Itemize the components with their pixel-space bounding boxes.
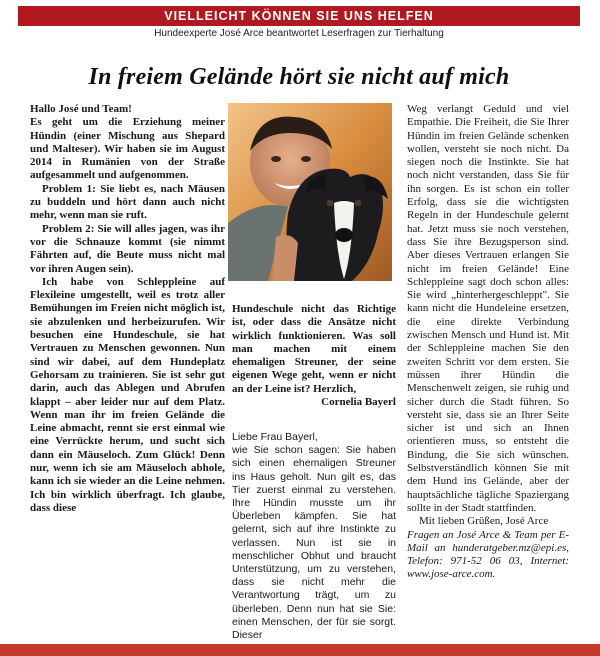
letter-signature: Cornelia Bayerl [321, 396, 396, 409]
expert-with-dog-photo [228, 103, 392, 281]
letter-paragraph: Ich habe von Schleppleine auf Flexileine umgestellt, weil es trotz aller Bemühungen im Freien nicht möglich ist, sie abzulenken und herbeizurufen. Wir besuchen eine Hundeschule, sie hat Vertrauen zu Menschen gewonnen. Nun sind wir dabei, auf dem Hundeplatz Gehorsam zu trainieren. Sie ist sehr gut darin, auch das Ablegen und Abrufen klappt – aber leider nur auf dem Platz. Wenn man ihr im freien Gelände die Leine abmacht, rennt sie erst einmal wie eine Verrückte herum, und sucht sich dann ein Mäuseloch. Zum Glück! Denn nur, wenn ich sie am Mäuseloch abhole, kann ich sie wieder an die Leine nehmen. Ich bin wirklich überfragt. Ich glaube, dass diese [30, 275, 225, 514]
answer-paragraph: wie Sie schon sagen: Sie haben sich einen ehemaligen Streuner ins Haus geholt. Nun gilt es, das Tier zuerst einmal zu verstehen. Ihre Hündin musste um ihr Überleben kämpfen. Sie hat gelernt, sich auf ihre Instinkte zu verlassen. Nun ist sie in menschlicher Obhut und braucht Unterstützung, um zu verstehen, dass sie nicht mehr die Verantwortung trägt, um zu überleben. Denn nun hat sie Sie: einen Menschen, der für sie sorgt. Dieser [232, 444, 396, 642]
letter-paragraph: Problem 1: Sie liebt es, nach Mäusen zu buddeln und hört dann auch nicht mehr, wenn man sie ruft. [30, 182, 225, 222]
letter-column-1 [30, 103, 225, 515]
article-page [18, 6, 580, 642]
answer-paragraph: Weg verlangt Geduld und viel Empathie. Die Freiheit, die Sie Ihrer Hündin im freien Gelände schenken wollen, versteht sie noch nicht. Da siegen noch die Instinkte. Sie hat noch nicht verstanden, dass Sie für ihn sorgen. Es ist schon ein toller Erfolg, dass sie die wichtigsten Regeln in der Hundeschule gelernt hat. Jetzt muss sie noch verstehen, dass Sie ihre Bezugsperson sind. Aber dieses Vertrauen erlangen Sie nicht im freien Gelände! Eine Schleppleine sagt doch schon alles: Sie wird „hinterhergeschleppt". Sie kann nicht die Hundeleine ersetzen, die eine direkte Verbindung zwischen Mensch und Hund ist. Mit der Schleppleine machen Sie den zweiten Schritt vor dem ersten. Sie müssen ihrer Hündin die Menschenwelt zeigen, sie ruhig und sicher durch die Stadt führen. So versteht sie, dass sie an Ihrer Seite sicher ist und sich an Ihnen orientieren muss, so entsteht die Bindung, die Sie sich wünschen. Selbstverständlich können Sie mit dem Hund ins Gelände, aber der hauptsächliche tägliche Spaziergang sollte in der Stadt stattfinden. [407, 103, 569, 514]
bottom-color-bar [0, 644, 600, 656]
photo-illustration [228, 103, 392, 281]
letter-closing: Hundeschule nicht das Richtige ist, oder dass die Ansätze nicht wirklich funktionieren. Was soll man machen mit einem ehemaligen Streuner, der seine eigenen Wege geht, wenn er nicht an der Leine ist? Herzlich, [232, 303, 396, 395]
section-subtitle: Hundeexperte José Arce beantwortet Leserfragen zur Tierhaltung [154, 28, 444, 39]
answer-signoff: Mit lieben Grüßen, José Arce [419, 515, 549, 528]
answer-column-2 [232, 431, 396, 642]
answer-column-3 [407, 103, 569, 582]
section-banner: VIELLEICHT KÖNNEN SIE UNS HELFEN [18, 6, 580, 26]
contact-footer: Fragen an José Arce & Team per E-Mail an hunderatgeber.mz@epi.es, Telefon: 971-52 06 03, Internet: www.jose-arce.com. [407, 528, 569, 581]
article-title: In freiem Gelände hört sie nicht auf mich [88, 64, 510, 90]
letter-paragraph: Problem 2: Sie will alles jagen, was ihr vor die Schnauze kommt (sie nimmt Fährten auf, die Beute muss nicht mal vor ihren Augen sein). [30, 222, 225, 275]
letter-column-2 [232, 303, 396, 409]
letter-greeting: Hallo José und Team! [30, 103, 132, 115]
letter-paragraph: Es geht um die Erziehung meiner Hündin (einer Mischung aus Shepard und Malteser). Wir haben sie im August 2014 in Rumänien von der Straße aufgesammelt und aufgenommen. [30, 116, 225, 182]
answer-salutation: Liebe Frau Bayerl, [232, 431, 318, 443]
